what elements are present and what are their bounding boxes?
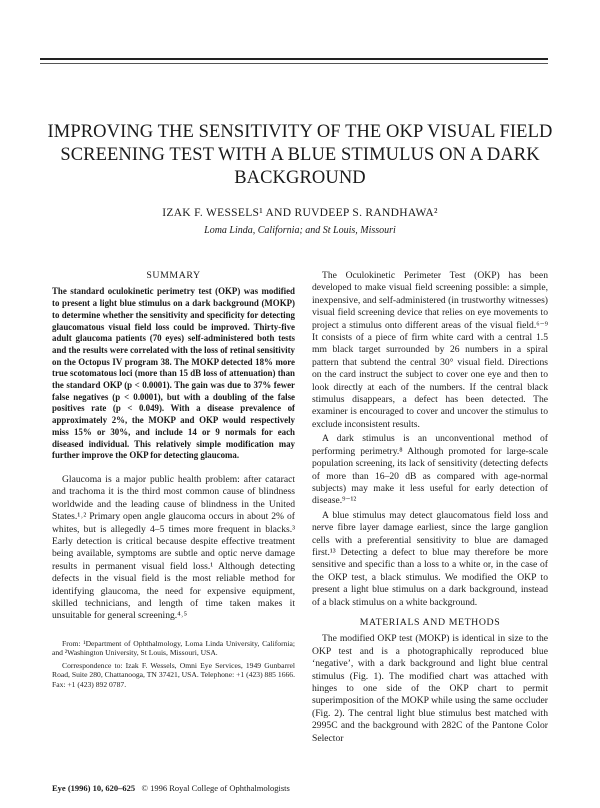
article-title: IMPROVING THE SENSITIVITY OF THE OKP VISUAL FIELD SCREENING TEST WITH A BLUE STIMULUS ON A DARK BACKGROUND [47, 122, 553, 188]
footnote-from: From: ¹Department of Ophthalmology, Loma Linda University, California; and ²Washington University, St Louis, Missouri, USA. [52, 638, 295, 658]
header-rule [40, 58, 548, 60]
body-paragraph-4: The modified OKP test (MOKP) is identical in size to the OKP test and is a photographically reproduced blue ‘negative’, with a dark background and light blue central stimulus (Fig. 1). The modified chart was attached with hinges to one side of the OKP chart to permit superimposition of the MOKP while using the same occluder (Fig. 2). The central light blue stimulus best matched with 2995C and the background with 282C of the Pantone Color Selector [312, 633, 548, 744]
body-paragraph-1: The Oculokinetic Perimeter Test (OKP) has been developed to make visual field screening possible: a simple, inexpensive, and self-administered (in trustworthy witnesses) visual field screening device that relies on eye movements to project a stimulus onto different areas of the visual field.⁶⁻⁹ It consists of a piece of firm white card with a central 1.5 mm black target surrounded by 26 numbers in a spiral pattern that subtend the central 30° visual field. Directions on the card instruct the subject to cover one eye and then to look directly at each of the numbers. If the central black stimulus disappears, a defect has been detected. The examiner is encouraged to cover and uncover the stimulus to exclude inconsistent results. [312, 270, 548, 430]
left-column [52, 270, 295, 692]
body-paragraph-2: A dark stimulus is an unconventional method of performing perimetry.⁸ Although promoted for large-scale population screening, its lack of sensitivity (detecting defects of more than 16–20 dB as compared with age-normal subjects) may make it less useful for early detection of disease.⁹⁻¹² [312, 433, 548, 507]
left-body-text: Glaucoma is a major public health problem: after cataract and trachoma it is the third most common cause of blindness worldwide and the leading cause of blindness in the United States.¹˒² Primary open angle glaucoma occurs in about 2% of whites, but is allegedly 4–5 times more frequent in blacks.³ Early detection is critical because despite effective treatment being available, symptoms are subtle and optic nerve damage results in permanent visual field loss.¹ Although detecting defects in the visual field is the most reliable method for identifying glaucoma, the need for expensive equipment, skilled technicians, and length of time taken makes it unsuitable for general screening.⁴˒⁵ [52, 473, 295, 622]
footnote-correspondence: Correspondence to: Izak F. Wessels, Omni Eye Services, 1949 Gunbarrel Road, Suite 280, Chattanooga, TN 37421, USA. Telephone: +1 (423) 885 1666. Fax: +1 (423) 892 0787. [52, 660, 295, 689]
right-column [312, 270, 548, 747]
summary-text: The standard oculokinetic perimetry test (OKP) was modified to present a light blue stimulus on a dark background (MOKP) to determine whether the sensitivity and specificity for detecting glaucomatous visual field loss could be improved. Thirty-five adult glaucoma patients (70 eyes) self-administered both tests and the results were correlated with the loss of retinal sensitivity on the Octopus IV program 38. The MOKP detected 18% more true scotomatous loci (more than 15 dB loss of attenuation) than the standard OKP (p < 0.0001). The gain was due to 37% fewer false negatives (p < 0.0001), but with a doubling of the false positives rate (p < 0.049). With a disease prevalence of approximately 2%, the MOKP and OKP would respectively miss 15% or 30%, and include 14 or 9 normals for each diseased individual. This relatively simple modification may further improve the OKP for detecting glaucoma. [52, 286, 295, 461]
methods-heading: MATERIALS AND METHODS [359, 616, 501, 628]
affiliation: Loma Linda, California; and St Louis, Missouri [204, 225, 396, 236]
summary-heading: SUMMARY [146, 270, 201, 281]
copyright: © 1996 Royal College of Ophthalmologists [141, 783, 290, 793]
footnotes [52, 639, 295, 690]
body-paragraph-3: A blue stimulus may detect glaucomatous field loss and nerve fibre layer damage earliest, since the large ganglion cells with a preferential sensitivity to blue are damaged first.¹³ Detecting a defect to blue may therefore be more sensitive and specific than a loss to a white or, in the case of the OKP test, a black stimulus. We modified the OKP to present a light blue stimulus on a dark background, instead of a black stimulus on a white background. [312, 509, 548, 608]
page-footer [52, 783, 290, 793]
header-rule-thin [40, 63, 548, 64]
authors: IZAK F. WESSELS¹ AND RUVDEEP S. RANDHAWA² [162, 207, 438, 219]
journal-citation: Eye (1996) 10, 620–625 [52, 783, 136, 793]
